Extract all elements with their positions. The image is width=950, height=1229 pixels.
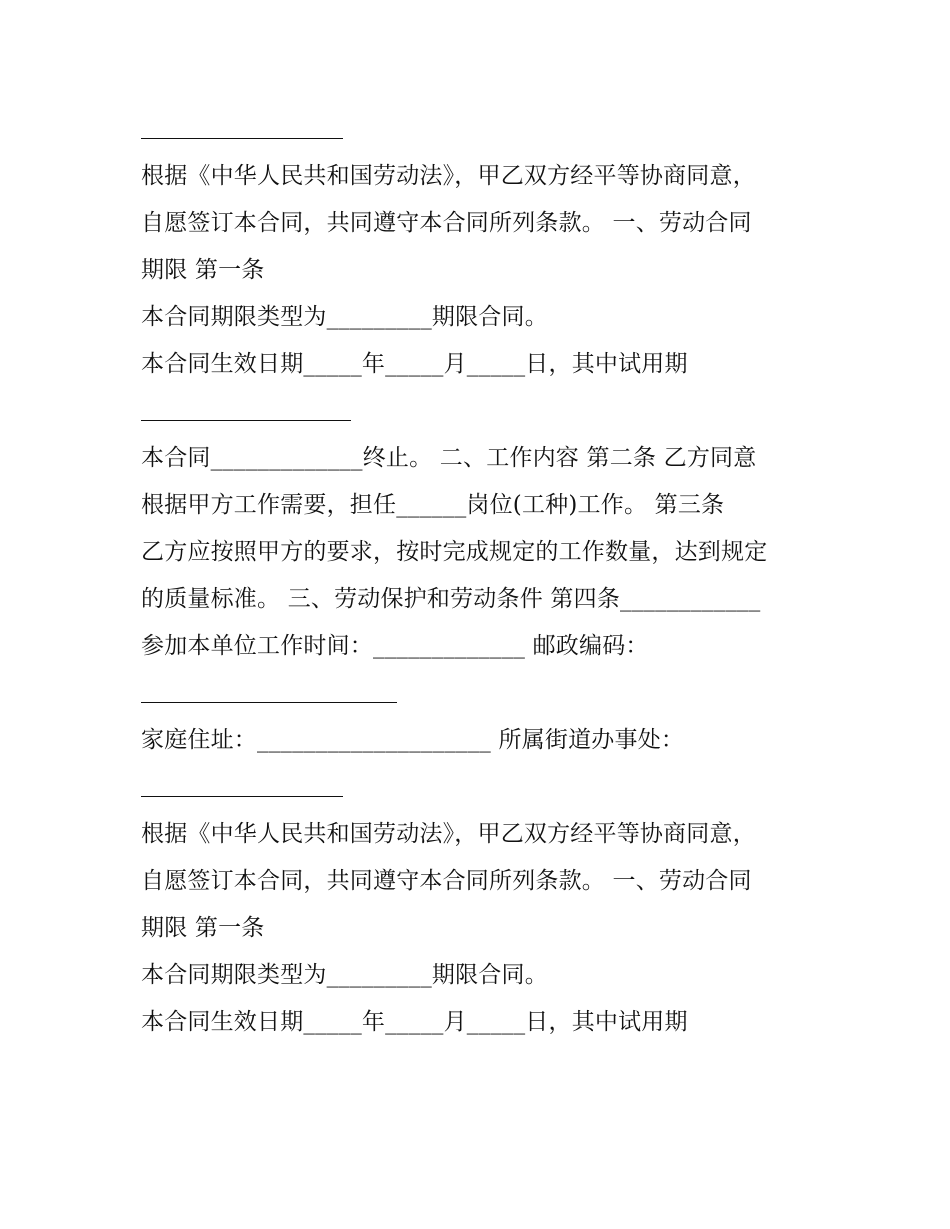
document-page — [141, 106, 831, 1046]
text-line: 期限 第一条 — [141, 915, 265, 941]
text-line: 乙方应按照甲方的要求，按时完成规定的工作数量，达到规定 — [141, 539, 768, 565]
blank-line — [141, 764, 831, 811]
text-line: 本合同期限类型为_________期限合同。 — [141, 304, 548, 330]
text-line: 家庭住址：____________________ 所属街道办事处： — [141, 727, 685, 753]
text-line: 参加本单位工作时间：_____________ 邮政编码： — [141, 633, 649, 659]
blank-line — [141, 388, 831, 435]
text-line: 的质量标准。 三、劳动保护和劳动条件 第四条____________ — [141, 586, 761, 612]
blank-line — [141, 106, 831, 153]
text-line: 本合同生效日期_____年_____月_____日，其中试用期 — [141, 1009, 688, 1035]
text-line: 根据《中华人民共和国劳动法》，甲乙双方经平等协商同意， — [141, 163, 756, 189]
blank-line — [141, 670, 831, 717]
text-line: 根据甲方工作需要，担任______岗位(工种)工作。 第三条 — [141, 492, 725, 518]
text-line: 本合同期限类型为_________期限合同。 — [141, 962, 548, 988]
text-line: 本合同_____________终止。 二、工作内容 第二条 乙方同意 — [141, 445, 757, 471]
text-line: 自愿签订本合同，共同遵守本合同所列条款。 一、劳动合同 — [141, 210, 752, 236]
text-line: 根据《中华人民共和国劳动法》，甲乙双方经平等协商同意， — [141, 821, 756, 847]
text-line: 期限 第一条 — [141, 257, 265, 283]
text-line: 本合同生效日期_____年_____月_____日，其中试用期 — [141, 351, 688, 377]
text-line: 自愿签订本合同，共同遵守本合同所列条款。 一、劳动合同 — [141, 868, 752, 894]
